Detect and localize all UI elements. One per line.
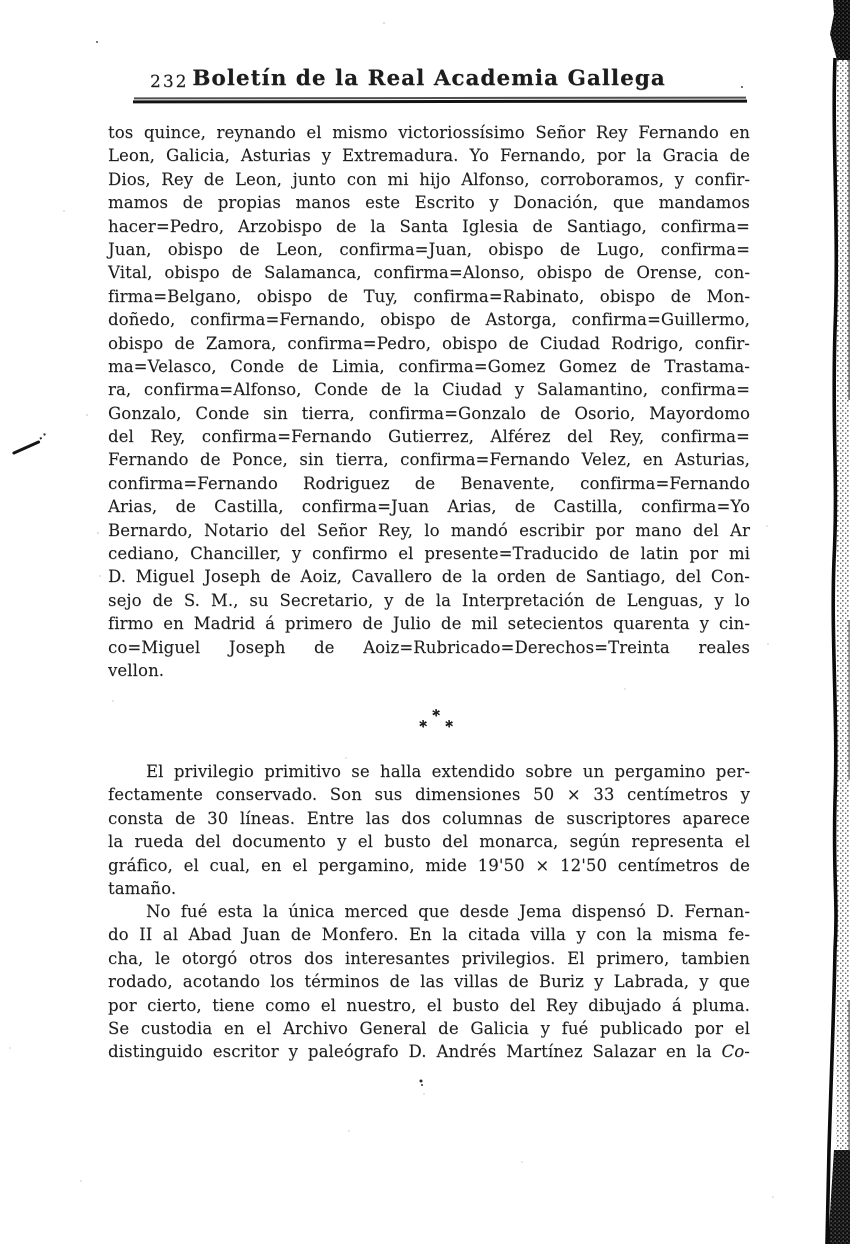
page-number: 232 [150, 72, 189, 92]
text-line: firmo en Madrid á primero de Julio de mil setecientos quarenta y cin- [108, 614, 750, 634]
scan-noise-dots [0, 0, 2, 2]
text-line: co=Miguel Joseph de Aoiz=Rubricado=Derechos=Treinta reales [108, 637, 750, 657]
text-line: confirma=Fernando Rodriguez de Benavente, confirma=Fernando [108, 473, 750, 493]
paragraph-parchment-description [108, 760, 750, 900]
text-line: cha, le otorgó otros dos interesantes privilegios. El primero, tambien [108, 948, 750, 968]
text-line: hacer=Pedro, Arzobispo de la Santa Iglesia de Santiago, confirma= [108, 216, 750, 236]
text-line: por cierto, tiene como el nuestro, el busto del Rey dibujado á pluma. [108, 995, 750, 1015]
text-line: tamaño. [108, 878, 177, 898]
text-line: vellon. [108, 660, 165, 680]
text-line: Leon, Galicia, Asturias y Extremadura. Yo Fernando, por la Gracia de [108, 146, 750, 166]
header-rule-thin [134, 97, 746, 99]
text-line: No fué esta la única merced que desde Jema dispensó D. Fernan- [146, 902, 750, 921]
text-line: mamos de propias manos este Escrito y Donación, que mandamos [108, 193, 750, 213]
asterisk-icon: * [445, 717, 453, 735]
text-line: Bernardo, Notario del Señor Rey, lo mandó escribir por mano del Ar [108, 520, 750, 540]
text-line: Vital, obispo de Salamanca, confirma=Alonso, obispo de Orense, con- [108, 263, 750, 283]
text-line: Gonzalo, Conde sin tierra, confirma=Gonzalo de Osorio, Mayordomo [108, 403, 750, 423]
text-line: Se custodia en el Archivo General de Galicia y fué publicado por el [108, 1018, 750, 1038]
text-line: obispo de Zamora, confirma=Pedro, obispo de Ciudad Rodrigo, confir- [108, 333, 750, 353]
text-line: D. Miguel Joseph de Aoiz, Cavallero de la orden de Santiago, del Con- [108, 567, 750, 587]
text-line: fectamente conservado. Son sus dimensiones 50 × 33 centímetros y [108, 785, 750, 805]
text-line: ra, confirma=Alfonso, Conde de la Ciudad y Salamantino, confirma= [108, 380, 750, 400]
asterisk-icon: * [432, 706, 440, 724]
scan-edge-artifact [822, 0, 850, 1244]
paragraph-other-privileges [108, 900, 750, 1040]
text-line: Juan, obispo de Leon, confirma=Juan, obispo de Lugo, confirma= [108, 239, 750, 259]
text-line: do II al Abad Juan de Monfero. En la citada villa y con la misma fe- [108, 925, 750, 945]
text-line: rodado, acotando los términos de las villas de Buriz y Labrada, y que [108, 972, 750, 992]
tail-text: distinguido escritor y paleógrafo D. Andrés Martínez Salazar en la [108, 1042, 712, 1061]
tail-italic-text: Co- [721, 1042, 750, 1061]
text-line: El privilegio primitivo se halla extendido sobre un pergamino per- [146, 762, 750, 781]
text-line: Arias, de Castilla, confirma=Juan Arias, de Castilla, confirma=Yo [108, 497, 750, 517]
text-line [108, 1040, 750, 1063]
text-line: doñedo, confirma=Fernando, obispo de Astorga, confirma=Guillermo, [108, 310, 750, 330]
text-line: cediano, Chanciller, y confirmo el presente=Traducido de latin por mi [108, 544, 750, 564]
text-line: consta de 30 líneas. Entre las dos columnas de suscriptores aparece [108, 808, 750, 828]
text-line: ma=Velasco, Conde de Limia, confirma=Gomez Gomez de Trastama- [108, 356, 750, 376]
text-line: tos quince, reynando el mismo victoriossísimo Señor Rey Fernando en [108, 123, 750, 142]
text-line: la rueda del documento y el busto del monarca, según representa el [108, 832, 750, 852]
text-line: gráfico, el cual, en el pergamino, mide 19'50 × 12'50 centímetros de [108, 855, 750, 875]
paragraph-donation-confirmations [108, 121, 750, 682]
text-line: Dios, Rey de Leon, junto con mi hijo Alfonso, corroboramos, y confir- [108, 169, 750, 189]
asterisk-icon: * [419, 717, 427, 735]
text-line: Fernando de Ponce, sin tierra, confirma=Fernando Velez, en Asturias, [108, 450, 750, 470]
journal-title: Boletín de la Real Academia Gallega [192, 66, 666, 91]
text-line: del Rey, confirma=Fernando Gutierrez, Alférez del Rey, confirma= [108, 427, 750, 447]
asterism-separator [108, 706, 750, 736]
header-rule-thick [133, 100, 747, 103]
text-line: sejo de S. M., su Secretario, y de la Interpretación de Lenguas, y lo [108, 590, 750, 610]
pen-mark-artifact [12, 440, 40, 455]
text-line: firma=Belgano, obispo de Tuy, confirma=Rabinato, obispo de Mon- [108, 286, 750, 306]
